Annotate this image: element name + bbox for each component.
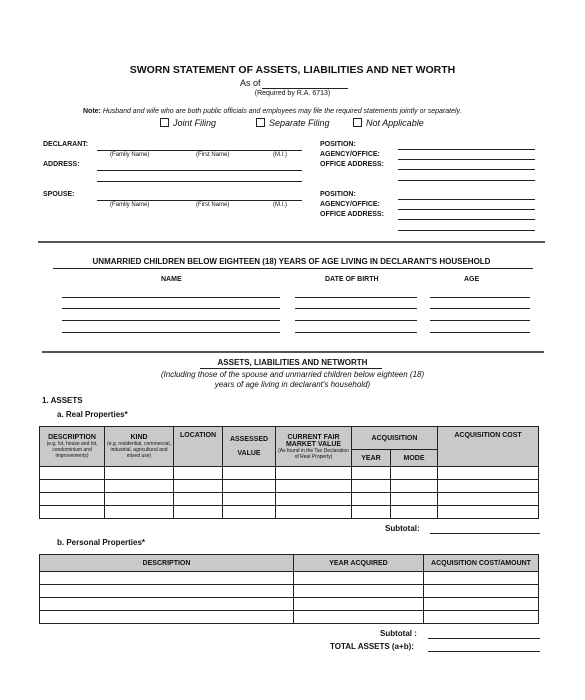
- child-name-line[interactable]: [62, 297, 280, 298]
- col-name: NAME: [161, 276, 182, 283]
- table-row: [40, 493, 539, 506]
- page-title: SWORN STATEMENT OF ASSETS, LIABILITIES AND NET WORTH: [129, 64, 456, 76]
- table-row: [40, 598, 539, 611]
- spouse-label: SPOUSE:: [43, 191, 75, 198]
- header-mode: MODE: [391, 450, 438, 467]
- child-name-line[interactable]: [62, 320, 280, 321]
- position-line[interactable]: [398, 149, 535, 150]
- option-label: Joint Filing: [173, 118, 217, 128]
- child-dob-line[interactable]: [295, 332, 417, 333]
- first-name-caption: (First Name): [196, 202, 230, 208]
- header-fair-market-value: CURRENT FAIR MARKET VALUE (As found in the Tax Declaration of Real Property): [276, 427, 352, 467]
- table-row: [40, 572, 539, 585]
- office-address-label: OFFICE ADDRESS:: [320, 211, 384, 218]
- header-year: YEAR: [352, 450, 391, 467]
- option-label: Not Applicable: [366, 118, 424, 128]
- header-location: LOCATION: [174, 427, 223, 467]
- header-kind: KIND (e.g. residential, commercial, industrial, agricultural and mixed use): [105, 427, 174, 467]
- joint-filing-option[interactable]: [160, 118, 216, 128]
- mi-caption: (M.I.): [273, 202, 287, 208]
- first-name-caption: (First Name): [196, 152, 230, 158]
- as-of-label: As of: [240, 78, 261, 88]
- child-dob-line[interactable]: [295, 297, 417, 298]
- office-address-line[interactable]: [398, 219, 535, 220]
- total-assets-line[interactable]: [428, 651, 540, 652]
- family-name-caption: (Family Name): [110, 152, 150, 158]
- agency-label: AGENCY/OFFICE:: [320, 201, 380, 208]
- family-name-caption: (Family Name): [110, 202, 150, 208]
- alnw-subtitle-2: years of age living in declarant's household): [214, 380, 371, 389]
- address-line[interactable]: [97, 170, 302, 171]
- header-acquisition-cost: ACQUISITION COST/AMOUNT: [424, 555, 539, 572]
- personal-subtotal-line[interactable]: [428, 638, 540, 639]
- child-dob-line[interactable]: [295, 320, 417, 321]
- position-label: POSITION:: [320, 141, 356, 148]
- as-of-line[interactable]: [262, 88, 348, 89]
- table-row: [40, 611, 539, 624]
- agency-line[interactable]: [398, 209, 535, 210]
- child-age-line[interactable]: [430, 332, 530, 333]
- header-assessed-value: ASSESSED VALUE: [223, 427, 276, 467]
- personal-properties-label: b. Personal Properties*: [57, 538, 146, 547]
- office-address-line-2[interactable]: [398, 230, 535, 231]
- note-text: Husband and wife who are both public officials and employees may file the required statements jointly or separately.: [102, 108, 462, 115]
- children-heading: UNMARRIED CHILDREN BELOW EIGHTEEN (18) YEARS OF AGE LIVING IN DECLARANT'S HOUSEHOLD: [92, 257, 491, 266]
- required-by: (Required by R.A. 6713): [254, 90, 331, 97]
- separate-filing-option[interactable]: [256, 118, 330, 128]
- declarant-name-line[interactable]: [97, 150, 302, 151]
- mi-caption: (M.I.): [273, 152, 287, 158]
- section-divider: [42, 351, 544, 353]
- real-subtotal-line[interactable]: [430, 533, 540, 534]
- checkbox-icon[interactable]: [256, 118, 265, 127]
- personal-properties-table: [39, 554, 539, 624]
- alnw-subtitle-1: (Including those of the spouse and unmarried children below eighteen (18): [160, 370, 425, 379]
- office-address-line[interactable]: [398, 169, 535, 170]
- agency-line[interactable]: [398, 159, 535, 160]
- office-address-label: OFFICE ADDRESS:: [320, 161, 384, 168]
- position-label: POSITION:: [320, 191, 356, 198]
- alnw-heading-underline: [200, 368, 382, 369]
- header-description: DESCRIPTION (e.g. lot, house and lot, condominium and improvements): [40, 427, 105, 467]
- col-age: AGE: [464, 276, 480, 283]
- office-address-line-2[interactable]: [398, 180, 535, 181]
- table-row: [40, 585, 539, 598]
- declarant-label: DECLARANT:: [43, 141, 89, 148]
- checkbox-icon[interactable]: [160, 118, 169, 127]
- not-applicable-option[interactable]: [353, 118, 424, 128]
- real-properties-label: a. Real Properties*: [57, 410, 128, 419]
- col-dob: DATE OF BIRTH: [325, 276, 379, 283]
- address-label: ADDRESS:: [43, 161, 80, 168]
- child-age-line[interactable]: [430, 308, 530, 309]
- personal-subtotal-label: Subtotal :: [380, 629, 417, 638]
- children-heading-underline: [53, 268, 533, 269]
- agency-label: AGENCY/OFFICE:: [320, 151, 380, 158]
- header-acquisition-cost: ACQUISITION COST: [438, 427, 539, 467]
- table-row: [40, 506, 539, 519]
- address-line-2[interactable]: [97, 181, 302, 182]
- alnw-heading: ASSETS, LIABILITIES AND NETWORTH: [217, 358, 368, 367]
- table-row: [40, 480, 539, 493]
- real-subtotal-label: Subtotal:: [385, 524, 420, 533]
- section-divider: [38, 241, 545, 243]
- real-properties-table: [39, 426, 539, 519]
- child-age-line[interactable]: [430, 320, 530, 321]
- header-year-acquired: YEAR ACQUIRED: [294, 555, 424, 572]
- total-assets-label: TOTAL ASSETS (a+b):: [330, 642, 414, 651]
- child-name-line[interactable]: [62, 332, 280, 333]
- header-description: DESCRIPTION: [40, 555, 294, 572]
- assets-label: 1. ASSETS: [42, 396, 83, 405]
- position-line[interactable]: [398, 199, 535, 200]
- child-name-line[interactable]: [62, 308, 280, 309]
- child-dob-line[interactable]: [295, 308, 417, 309]
- spouse-name-line[interactable]: [97, 200, 302, 201]
- checkbox-icon[interactable]: [353, 118, 362, 127]
- header-acquisition: ACQUISITION: [352, 427, 438, 450]
- note-label: Note:: [83, 108, 101, 115]
- child-age-line[interactable]: [430, 297, 530, 298]
- table-row: [40, 467, 539, 480]
- option-label: Separate Filing: [269, 118, 330, 128]
- note: [83, 108, 461, 115]
